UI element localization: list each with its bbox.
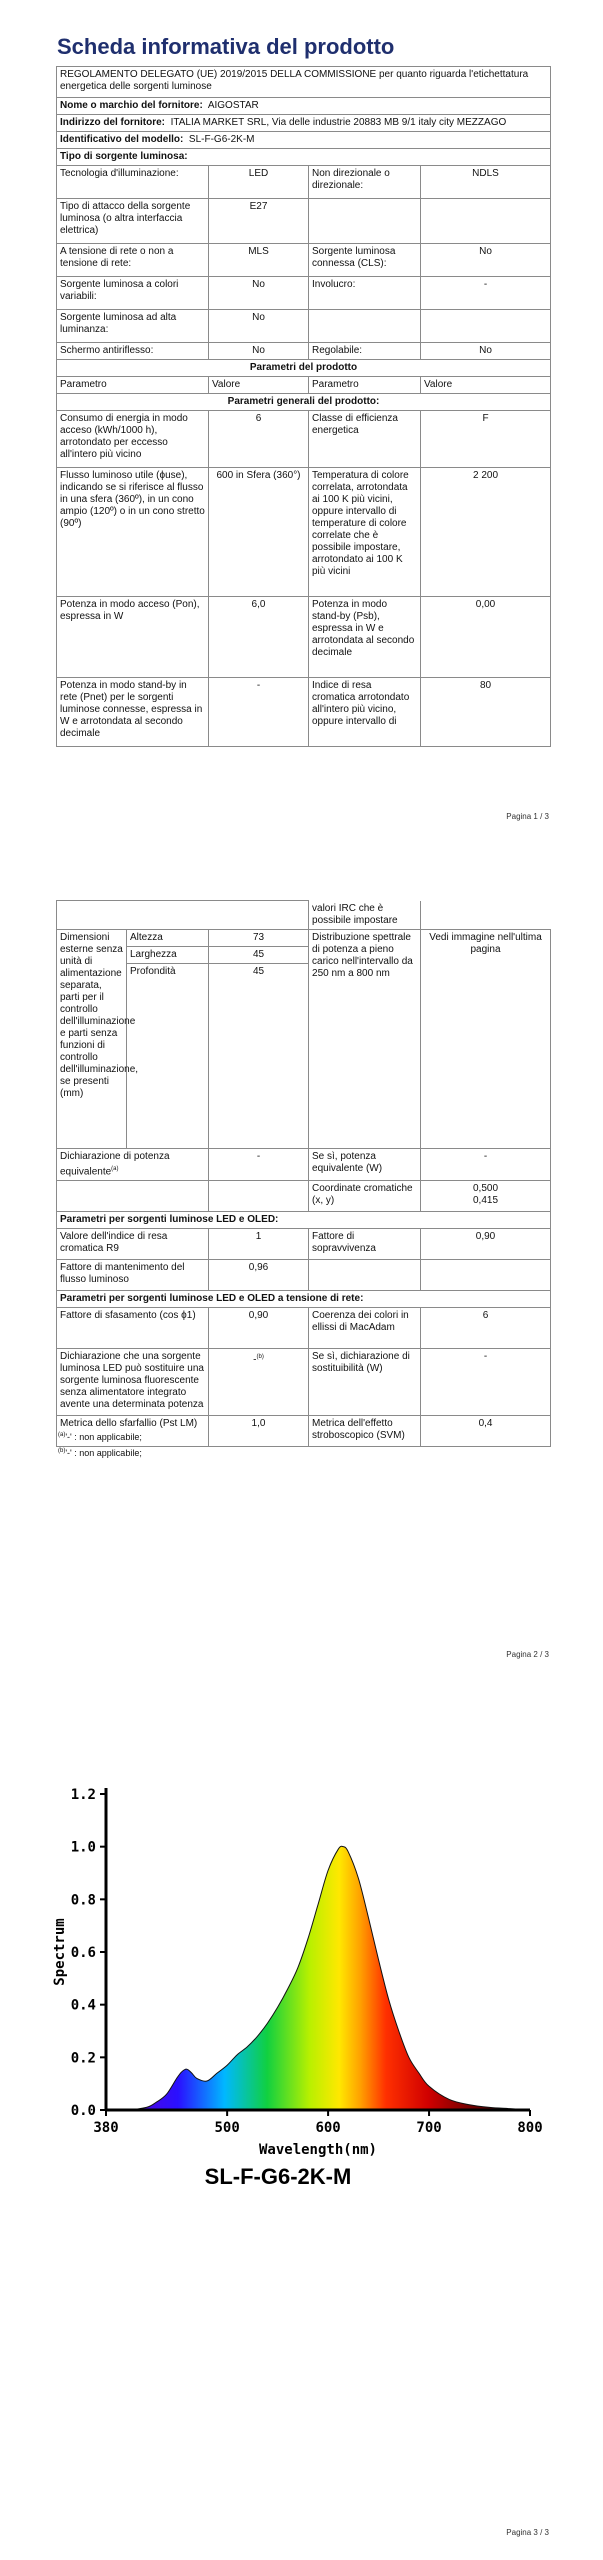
model-id-row	[57, 132, 551, 149]
row-value	[421, 310, 551, 343]
row-value: 2 200	[421, 468, 551, 597]
row-label: Dichiarazione che una sorgente luminosa LED può sostituire una sorgente luminosa fluorescente senza alimentatore integrato avente una determinata potenza	[57, 1348, 209, 1415]
row-value: 0,00	[421, 597, 551, 678]
row-label: A tensione di rete o non a tensione di rete:	[57, 244, 209, 277]
table-row	[57, 678, 551, 747]
row-value: F	[421, 411, 551, 468]
chroma-y: 0,415	[473, 1194, 499, 1206]
x-tick-label: 800	[517, 2120, 543, 2136]
footnote-marker: (b)	[58, 1448, 66, 1454]
height-label: Altezza	[127, 929, 209, 946]
row-label	[309, 199, 421, 244]
row-value: No	[209, 343, 309, 360]
x-tick-label: 500	[214, 2120, 240, 2136]
table-row	[57, 1228, 551, 1259]
row-value: -	[253, 1354, 257, 1366]
table-row	[57, 244, 551, 277]
plot-area	[71, 1787, 543, 2136]
row-label: Non direzionale o direzionale:	[309, 166, 421, 199]
row-label: Coerenza dei colori in ellissi di MacAdam	[309, 1307, 421, 1348]
column-header: Valore	[209, 377, 309, 394]
row-label: Fattore di mantenimento del flusso luminoso	[57, 1259, 209, 1290]
regulation-text: REGOLAMENTO DELEGATO (UE) 2019/2015 DELLA COMMISSIONE per quanto riguarda l'etichettatura energetica delle sorgenti luminose	[57, 67, 551, 98]
supplier-name: AIGOSTAR	[207, 100, 259, 111]
row-value: No	[421, 244, 551, 277]
row-value: 0,90	[421, 1228, 551, 1259]
row-value: E27	[209, 199, 309, 244]
footnote-text: '-' : non applicabile;	[65, 1448, 142, 1458]
x-ticks	[93, 2110, 542, 2136]
supplier-name-row	[57, 98, 551, 115]
y-tick-label: 0.2	[70, 2050, 96, 2067]
table-row	[57, 166, 551, 199]
row-label: Flusso luminoso utile (ϕuse), indicando se si riferisce al flusso in una sfera (360º), in un cono ampio (120º) o in un cono stretto (90º)	[57, 468, 209, 597]
column-header-row	[57, 377, 551, 394]
row-label: Potenza in modo acceso (Pon), espressa in W	[57, 597, 209, 678]
row-value: No	[209, 310, 309, 343]
row-label: Indice di resa cromatica arrotondato all'intero più vicino, oppure intervallo di	[309, 678, 421, 747]
row-label: Potenza in modo stand-by (Psb), espressa in W e arrotondata al secondo decimale	[309, 597, 421, 678]
depth-label: Profondità	[127, 963, 209, 1148]
row-label: Regolabile:	[309, 343, 421, 360]
x-axis-label: Wavelength(nm)	[258, 2142, 378, 2158]
table-row	[57, 277, 551, 310]
row-label: Se sì, dichiarazione di sostituibilità (W)	[309, 1348, 421, 1415]
row-value: LED	[209, 166, 309, 199]
row-label: Potenza in modo stand-by in rete (Pnet) per le sorgenti luminose connesse, espressa in W e arrotondata al secondo decimale	[57, 678, 209, 747]
table-row	[57, 597, 551, 678]
general-params-row	[57, 394, 551, 411]
y-tick-label: 1.0	[70, 1839, 96, 1856]
table-row	[57, 411, 551, 468]
width-label: Larghezza	[127, 946, 209, 963]
row-value: NDLS	[421, 166, 551, 199]
x-tick-label: 600	[315, 2120, 341, 2136]
footnote-b	[58, 1444, 142, 1460]
general-params-header: Parametri generali del prodotto:	[57, 394, 551, 411]
row-value: No	[209, 277, 309, 310]
row-value	[421, 199, 551, 244]
page-number: Pagina 1 / 3	[506, 812, 549, 821]
row-label: Tipo di attacco della sorgente luminosa (o altra interfaccia elettrica)	[57, 199, 209, 244]
footnote-text: '-' : non applicabile;	[65, 1432, 142, 1442]
table-row	[57, 901, 551, 930]
row-label: Fattore di sfasamento (cos ϕ1)	[57, 1307, 209, 1348]
model-id: SL-F-G6-2K-M	[188, 134, 255, 145]
row-label	[309, 310, 421, 343]
supplier-address-row	[57, 115, 551, 132]
x-tick-label: 700	[416, 2120, 442, 2136]
params-header-row	[57, 360, 551, 377]
table-row	[57, 468, 551, 597]
spectrum-chart	[40, 1770, 560, 2189]
source-type-row	[57, 149, 551, 166]
row-value: 6	[209, 411, 309, 468]
row-value: 0,4	[421, 1415, 551, 1446]
row-value: 1,0	[209, 1415, 309, 1446]
table-row	[57, 1180, 551, 1211]
row-label: Tecnologia d'illuminazione:	[57, 166, 209, 199]
column-header: Parametro	[57, 377, 209, 394]
y-tick-label: 0.8	[70, 1892, 96, 1909]
table-row	[57, 1348, 551, 1415]
spectral-label: Distribuzione spettrale di potenza a pieno carico nell'intervallo da 250 nm a 800 nm	[309, 929, 421, 1148]
row-label: Temperatura di colore correlata, arrotondata ai 100 K più vicini, oppure intervallo di temperature di colore correlate che è possibile impostare, arrotondato ai 100 K più vicini	[309, 468, 421, 597]
table-row	[57, 199, 551, 244]
row-label: Coordinate cromatiche (x, y)	[309, 1180, 421, 1211]
row-label: Dichiarazione di potenza equivalente	[60, 1150, 170, 1177]
row-label: Classe di efficienza energetica	[309, 411, 421, 468]
footnote-ref: (a)	[111, 1165, 119, 1172]
row-value: -	[209, 1148, 309, 1180]
y-tick-label: 1.2	[70, 1787, 96, 1803]
y-ticks	[71, 1787, 106, 2119]
row-label: Consumo di energia in modo acceso (kWh/1000 h), arrotondato per eccesso all'intero più vicino	[57, 411, 209, 468]
supplier-address: ITALIA MARKET SRL, Via delle industrie 20883 MB 9/1 italy city MEZZAGO	[170, 117, 507, 128]
page-number: Pagina 2 / 3	[506, 1650, 549, 1659]
spectrum-area	[106, 1846, 530, 2110]
y-tick-label: 0.0	[70, 2103, 96, 2119]
section-row	[57, 1290, 551, 1307]
row-value: 6	[421, 1307, 551, 1348]
depth-value: 45	[209, 963, 309, 1148]
y-tick-label: 0.4	[70, 1997, 96, 2014]
width-value: 45	[209, 946, 309, 963]
page-3	[0, 1690, 603, 2560]
row-label: Metrica dello sfarfallio (Pst LM)	[57, 1415, 209, 1446]
row-value: 0,96	[209, 1259, 309, 1290]
row-label: Valore dell'indice di resa cromatica R9	[57, 1228, 209, 1259]
row-value: 600 in Sfera (360°)	[209, 468, 309, 597]
row-label: valori IRC che è possibile impostare	[309, 901, 421, 930]
supplier-address-label: Indirizzo del fornitore:	[60, 117, 165, 128]
row-label: Metrica dell'effetto stroboscopico (SVM)	[309, 1415, 421, 1446]
product-info-table-continued	[56, 900, 551, 1447]
row-value: No	[421, 343, 551, 360]
led-oled-header: Parametri per sorgenti luminose LED e OLED:	[57, 1211, 551, 1228]
height-value: 73	[209, 929, 309, 946]
page-2	[0, 830, 603, 1690]
row-value: -	[421, 277, 551, 310]
row-value: 80	[421, 678, 551, 747]
model-id-label: Identificativo del modello:	[60, 134, 184, 145]
section-row	[57, 1211, 551, 1228]
source-type-label: Tipo di sorgente luminosa:	[57, 149, 551, 166]
column-header: Parametro	[309, 377, 421, 394]
footnote-marker: (a)	[58, 1432, 66, 1438]
page-1	[0, 0, 603, 830]
x-tick-label: 380	[93, 2120, 119, 2136]
row-value: MLS	[209, 244, 309, 277]
row-label: Sorgente luminosa connessa (CLS):	[309, 244, 421, 277]
params-header: Parametri del prodotto	[57, 360, 551, 377]
chart-caption: SL-F-G6-2K-M	[204, 2164, 352, 2189]
spectral-value: Vedi immagine nell'ultima pagina	[421, 929, 551, 1148]
supplier-name-label: Nome o marchio del fornitore:	[60, 100, 203, 111]
row-value: 1	[209, 1228, 309, 1259]
regulation-row	[57, 67, 551, 98]
row-value: -	[421, 1348, 551, 1415]
table-row	[57, 1307, 551, 1348]
product-info-table	[56, 66, 551, 747]
table-row	[57, 1259, 551, 1290]
column-header: Valore	[421, 377, 551, 394]
row-value: 6,0	[209, 597, 309, 678]
table-row	[57, 1148, 551, 1180]
table-row	[57, 343, 551, 360]
y-axis-label: Spectrum	[52, 1918, 68, 1986]
chroma-x: 0,500	[473, 1182, 499, 1194]
page-title: Scheda informativa del prodotto	[57, 34, 395, 59]
table-row	[57, 310, 551, 343]
row-label: Schermo antiriflesso:	[57, 343, 209, 360]
row-value: -	[209, 678, 309, 747]
mains-header: Parametri per sorgenti luminose LED e OLED a tensione di rete:	[57, 1290, 551, 1307]
dimensions-label: Dimensioni esterne senza unità di alimentazione separata, parti per il controllo dell'illuminazione e parti senza funzioni di controllo dell'illuminazione, se presenti (mm)	[57, 929, 127, 1148]
dimensions-row	[57, 929, 551, 946]
footnote-ref: (b)	[256, 1353, 264, 1360]
y-tick-label: 0.6	[70, 1945, 96, 1961]
row-label: Sorgente luminosa a colori variabili:	[57, 277, 209, 310]
page-number: Pagina 3 / 3	[506, 2528, 549, 2537]
row-label: Sorgente luminosa ad alta luminanza:	[57, 310, 209, 343]
row-label: Se sì, potenza equivalente (W)	[309, 1148, 421, 1180]
row-value: -	[421, 1148, 551, 1180]
row-label: Fattore di sopravvivenza	[309, 1228, 421, 1259]
row-label: Involucro:	[309, 277, 421, 310]
footnote-a	[58, 1428, 142, 1444]
row-value: 0,90	[209, 1307, 309, 1348]
